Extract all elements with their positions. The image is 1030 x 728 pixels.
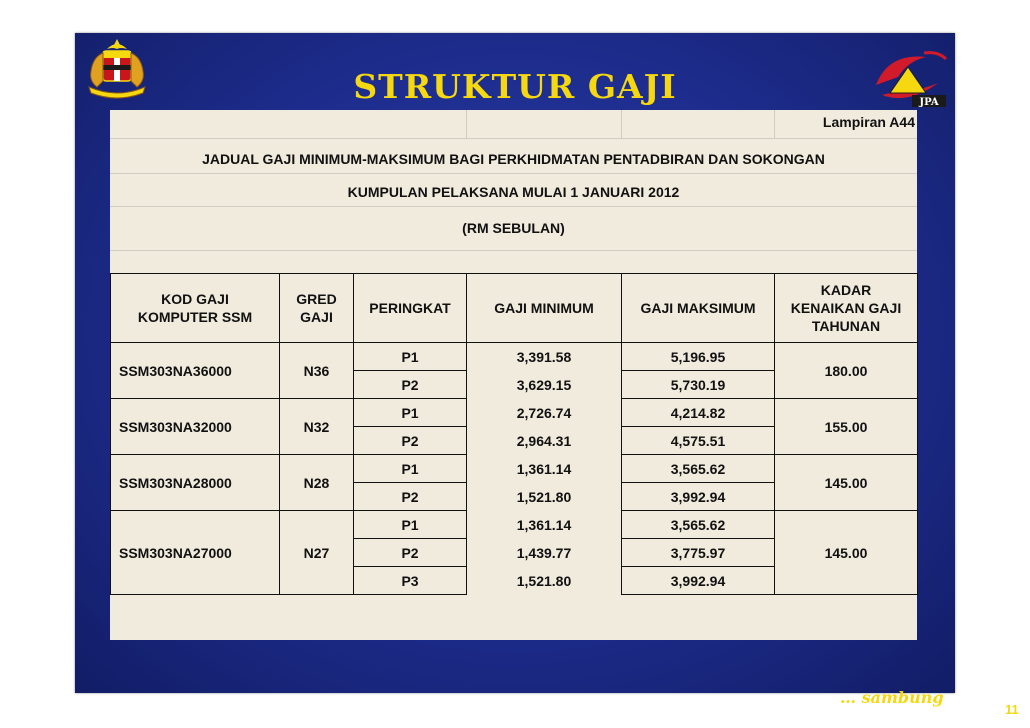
table-row [111, 511, 918, 539]
col-header-code: KOD GAJI KOMPUTER SSM [111, 274, 280, 343]
table-row [111, 343, 918, 371]
jpa-logo-icon [868, 47, 950, 109]
grade-cell: N36 [280, 343, 354, 399]
min-salary-cell: 3,629.15 [467, 371, 622, 399]
min-salary-cell: 3,391.58 [467, 343, 622, 371]
level-cell: P1 [354, 343, 467, 371]
salary-sheet [110, 110, 917, 640]
level-cell: P1 [354, 399, 467, 427]
max-salary-cell: 5,196.95 [622, 343, 775, 371]
col-header-min: GAJI MINIMUM [467, 274, 622, 343]
max-salary-cell: 3,565.62 [622, 455, 775, 483]
table-heading: JADUAL GAJI MINIMUM-MAKSIMUM BAGI PERKHIDMATAN PENTADBIRAN DAN SOKONGAN [202, 151, 825, 167]
min-salary-cell: 1,521.80 [467, 567, 622, 595]
level-cell: P2 [354, 427, 467, 455]
pay-code-cell: SSM303NA27000 [111, 511, 280, 595]
sheet-header-area [110, 110, 917, 273]
col-header-level: PERINGKAT [354, 274, 467, 343]
increment-cell: 180.00 [775, 343, 918, 399]
max-salary-cell: 3,565.62 [622, 511, 775, 539]
level-cell: P2 [354, 539, 467, 567]
max-salary-cell: 3,775.97 [622, 539, 775, 567]
max-salary-cell: 5,730.19 [622, 371, 775, 399]
max-salary-cell: 4,214.82 [622, 399, 775, 427]
min-salary-cell: 2,964.31 [467, 427, 622, 455]
pay-code-cell: SSM303NA32000 [111, 399, 280, 455]
level-cell: P2 [354, 483, 467, 511]
increment-cell: 145.00 [775, 511, 918, 595]
col-header-max: GAJI MAKSIMUM [622, 274, 775, 343]
level-cell: P1 [354, 455, 467, 483]
annex-label: Lampiran A44 [822, 114, 915, 130]
pay-code-cell: SSM303NA28000 [111, 455, 280, 511]
currency-unit-label: (RM SEBULAN) [462, 220, 565, 236]
svg-text:JPA: JPA [919, 97, 939, 108]
continue-note: … sambung [840, 688, 944, 707]
grade-cell: N28 [280, 455, 354, 511]
table-subheading: KUMPULAN PELAKSANA MULAI 1 JANUARI 2012 [347, 184, 680, 200]
increment-cell: 145.00 [775, 455, 918, 511]
min-salary-cell: 1,361.14 [467, 511, 622, 539]
slide-title: STRUKTUR GAJI [353, 67, 677, 106]
table-row [111, 455, 918, 483]
table-header-row [111, 274, 918, 343]
level-cell: P1 [354, 511, 467, 539]
col-header-grade: GRED GAJI [280, 274, 354, 343]
min-salary-cell: 2,726.74 [467, 399, 622, 427]
pay-code-cell: SSM303NA36000 [111, 343, 280, 399]
increment-cell: 155.00 [775, 399, 918, 455]
salary-table [110, 273, 918, 595]
page-number: 11 [1005, 702, 1019, 717]
max-salary-cell: 3,992.94 [622, 483, 775, 511]
min-salary-cell: 1,521.80 [467, 483, 622, 511]
table-row [111, 399, 918, 427]
level-cell: P2 [354, 371, 467, 399]
min-salary-cell: 1,361.14 [467, 455, 622, 483]
grade-cell: N27 [280, 511, 354, 595]
max-salary-cell: 3,992.94 [622, 567, 775, 595]
max-salary-cell: 4,575.51 [622, 427, 775, 455]
min-salary-cell: 1,439.77 [467, 539, 622, 567]
col-header-increment: KADAR KENAIKAN GAJI TAHUNAN [775, 274, 918, 343]
level-cell: P3 [354, 567, 467, 595]
grade-cell: N32 [280, 399, 354, 455]
